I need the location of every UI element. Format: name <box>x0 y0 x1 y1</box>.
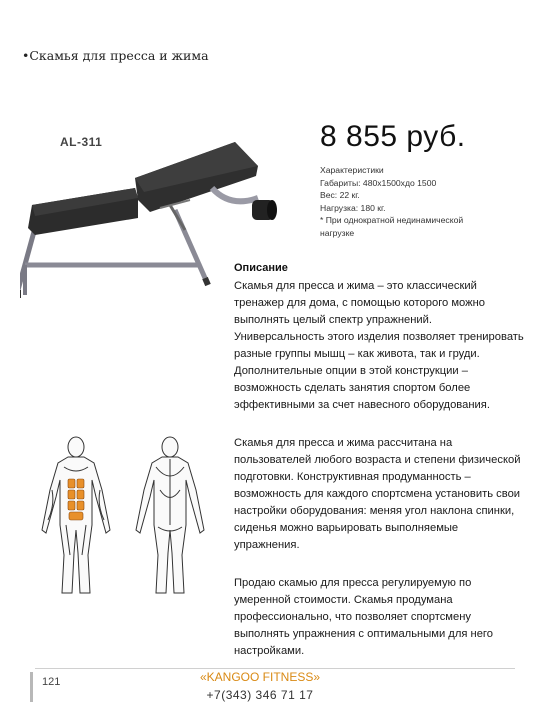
page-title: •Скамья для пресса и жима <box>22 48 209 63</box>
footer-phone: +7(343) 346 71 17 <box>206 688 314 702</box>
spec-weight: Вес: 22 кг. <box>320 190 360 201</box>
product-specs <box>320 164 525 240</box>
description-paragraph-1: Скамья для пресса и жима – это классический тренажер для дома, с помощью которого можно выполнять целый спектр упражнений. Универсальность этого изделия позволяет тренировать разные группы мышц – как живота, так и груди. Дополнительные опции в этой конструкции – возможность сделать занятия спортом более эффективными за счет навесного оборудования. <box>234 280 524 411</box>
muscle-anatomy-image <box>28 435 218 600</box>
spec-note: * При однократной нединамической нагрузке <box>320 215 464 238</box>
page-number: 121 <box>42 676 61 688</box>
product-price: 8 855 руб. <box>320 120 466 153</box>
description-paragraph-3: Продаю скамью для пресса регулируемую по умеренной стоимости. Скамья продумана профессионально, что позволяет спортсмену выполнять упражнения с оптимальными для него настройками. <box>234 577 493 657</box>
page-number-marker <box>30 672 33 702</box>
spec-dimensions: Габариты: 480х1500хдо 1500 <box>320 177 437 188</box>
description-heading: Описание <box>234 262 288 274</box>
spec-load: Нагрузка: 180 кг. <box>320 202 386 213</box>
description-paragraph-2: Скамья для пресса и жима рассчитана на пользователей любого возраста и степени физической подготовки. Конструктивная продуманность – возможность для каждого спортсмена установить свои настройки оборудования: меняя угол наклона спинки, сиденья можно варьировать выполняемые упражнения. <box>234 437 521 551</box>
footer-brand: «KANGOO FITNESS» <box>199 670 321 684</box>
footer-divider <box>35 668 515 669</box>
spec-heading: Характеристики <box>320 165 384 175</box>
product-model: AL-311 <box>60 135 103 149</box>
